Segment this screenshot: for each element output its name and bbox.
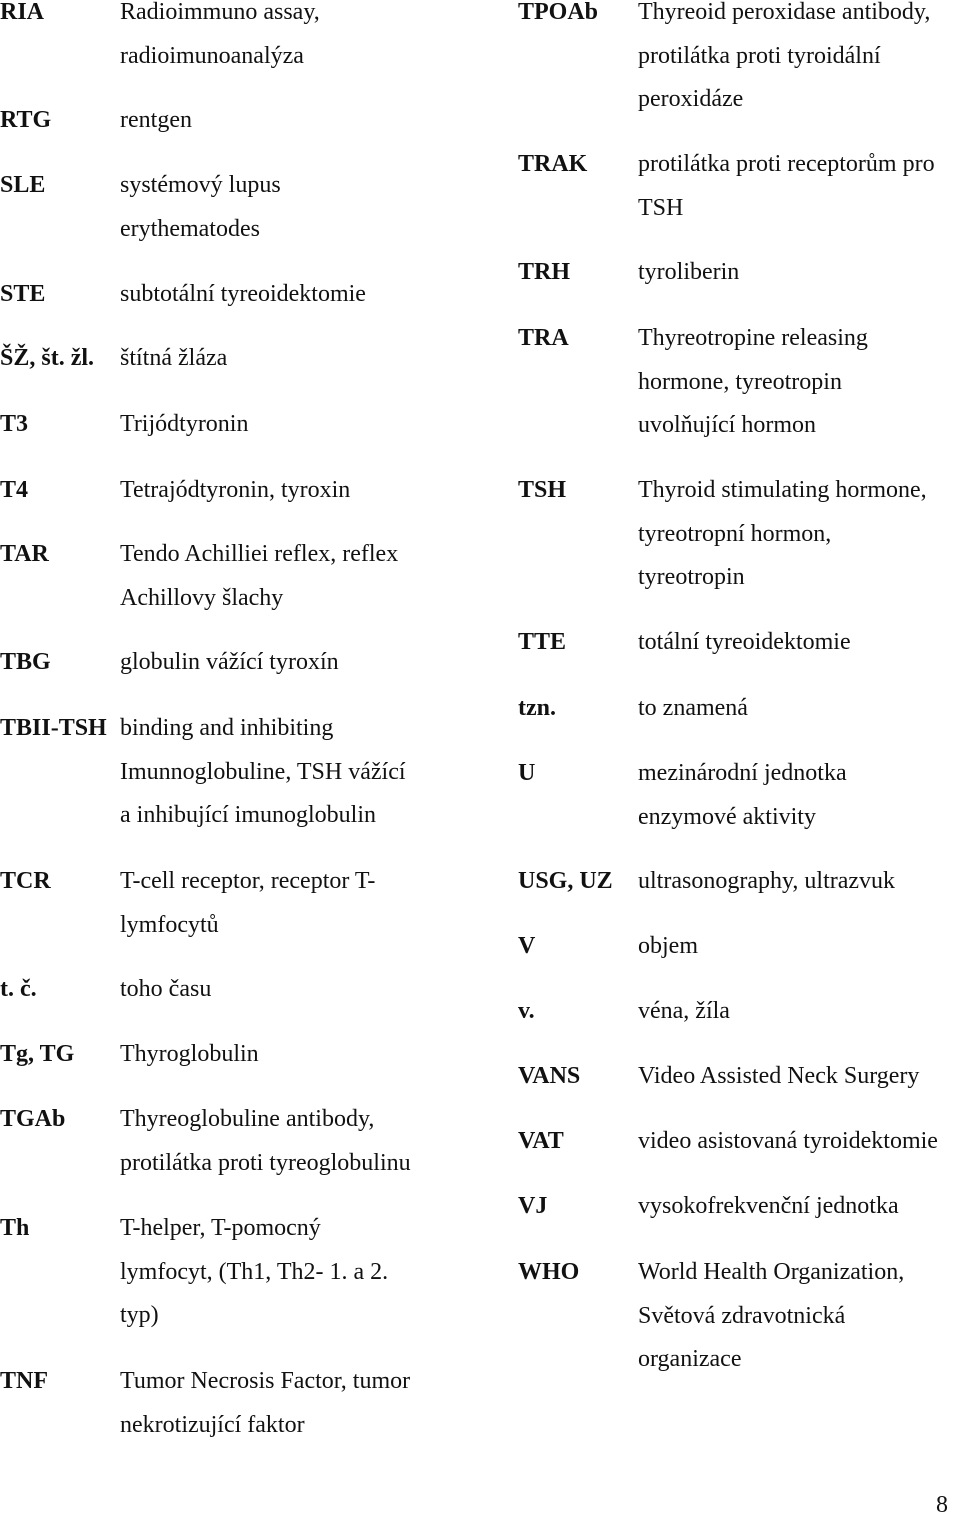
definition-tpoab-line-1: Thyreoid peroxidase antibody,: [638, 0, 931, 25]
definition-trh-line-1: tyroliberin: [638, 259, 740, 285]
abbreviation-ria: RIA: [0, 0, 45, 25]
definition-rtg-line-1: rentgen: [120, 107, 192, 133]
abbreviation-sz-st-zl: ŠŽ, št. žl.: [0, 345, 95, 371]
abbreviation-tte: TTE: [518, 629, 567, 655]
abbreviation-tcr: TCR: [0, 868, 51, 894]
abbreviation-who: WHO: [518, 1259, 580, 1285]
abbreviation-usg-uz: USG, UZ: [518, 868, 613, 894]
abbreviation-vj: VJ: [518, 1193, 548, 1219]
definition-tra-line-3: uvolňující hormon: [638, 412, 816, 438]
definition-tcr-line-1: T-cell receptor, receptor T-: [120, 868, 376, 894]
abbreviation-th: Th: [0, 1215, 30, 1241]
abbreviation-tbii-tsh: TBII-TSH: [0, 715, 107, 741]
abbreviation-tgab: TGAb: [0, 1106, 66, 1132]
definition-t3-line-1: Trijódtyronin: [120, 411, 249, 437]
abbreviation-rtg: RTG: [0, 107, 52, 133]
definition-tsh-line-2: tyreotropní hormon,: [638, 520, 832, 547]
abbreviation-tnf: TNF: [0, 1368, 48, 1394]
definition-v-line-1: objem: [638, 933, 698, 959]
definition-tzn-line-1: to znamená: [638, 695, 748, 721]
definition-tpoab-line-3: peroxidáze: [638, 86, 744, 112]
definition-tpoab-line-2: protilátka proti tyroidální: [638, 42, 881, 69]
definition-vans-line-1: Video Assisted Neck Surgery: [638, 1063, 920, 1089]
definition-tg-tg-line-1: Thyroglobulin: [120, 1041, 259, 1067]
definition-usg-uz-line-1: ultrasonography, ultrazvuk: [638, 868, 896, 894]
abbreviation-sle: SLE: [0, 172, 46, 198]
definition-tnf-line-1: Tumor Necrosis Factor, tumor: [120, 1368, 411, 1394]
definition-who-line-2: Světová zdravotnická: [638, 1302, 846, 1329]
definition-tbii-tsh-line-2: Imunnoglobuline, TSH vážící: [120, 758, 406, 785]
definition-t-c-line-1: toho času: [120, 976, 212, 1002]
definition-th-line-1: T-helper, T-pomocný: [120, 1215, 321, 1241]
definition-trak-line-1: protilátka proti receptorům pro: [638, 151, 935, 177]
definition-tar-line-2: Achillovy šlachy: [120, 584, 284, 611]
abbreviation-t3: T3: [0, 411, 29, 437]
abbreviation-vat: VAT: [518, 1128, 564, 1154]
definition-th-line-2: lymfocyt, (Th1, Th2- 1. a 2.: [120, 1258, 389, 1285]
definition-tbii-tsh-line-3: a inhibující imunoglobulin: [120, 802, 376, 828]
abbreviation-tpoab: TPOAb: [518, 0, 599, 25]
abbreviation-tar: TAR: [0, 541, 49, 567]
abbreviation-trak: TRAK: [518, 151, 588, 177]
definition-tte-line-1: totální tyreoidektomie: [638, 629, 851, 655]
definition-tsh-line-3: tyreotropin: [638, 564, 745, 590]
abbreviation-v: v.: [518, 998, 535, 1024]
definition-tgab-line-2: protilátka proti tyreoglobulinu: [120, 1149, 411, 1176]
definition-who-line-1: World Health Organization,: [638, 1259, 905, 1285]
definition-sle-line-1: systémový lupus: [120, 172, 281, 198]
page-number: 8: [936, 1492, 948, 1518]
definition-tnf-line-2: nekrotizující faktor: [120, 1411, 305, 1438]
definition-who-line-3: organizace: [638, 1346, 742, 1372]
abbreviation-tsh: TSH: [518, 477, 567, 503]
definition-vj-line-1: vysokofrekvenční jednotka: [638, 1193, 899, 1219]
definition-sz-st-zl-line-1: štítná žláza: [120, 345, 228, 371]
abbreviation-tg-tg: Tg, TG: [0, 1041, 75, 1067]
abbreviation-u: U: [518, 760, 536, 786]
definition-u-line-2: enzymové aktivity: [638, 803, 816, 830]
abbreviation-t4: T4: [0, 477, 29, 503]
abbreviation-tzn: tzn.: [518, 695, 556, 721]
definition-u-line-1: mezinárodní jednotka: [638, 760, 847, 786]
definition-tgab-line-1: Thyreoglobuline antibody,: [120, 1106, 375, 1132]
definition-tra-line-2: hormone, tyreotropin: [638, 368, 842, 395]
abbreviation-tbg: TBG: [0, 649, 51, 675]
abbreviation-v: V: [518, 933, 536, 959]
definition-tbii-tsh-line-1: binding and inhibiting: [120, 715, 334, 741]
definition-ste-line-1: subtotální tyreoidektomie: [120, 281, 366, 307]
definition-vat-line-1: video asistovaná tyroidektomie: [638, 1128, 938, 1154]
abbreviation-trh: TRH: [518, 259, 571, 285]
definition-tbg-line-1: globulin vážící tyroxín: [120, 649, 339, 675]
abbreviation-ste: STE: [0, 281, 46, 307]
abbreviation-vans: VANS: [518, 1063, 581, 1089]
definition-v-line-1: véna, žíla: [638, 998, 730, 1024]
definition-tra-line-1: Thyreotropine releasing: [638, 325, 868, 351]
definition-t4-line-1: Tetrajódtyronin, tyroxin: [120, 477, 351, 503]
definition-tcr-line-2: lymfocytů: [120, 911, 219, 938]
definition-ria-line-2: radioimunoanalýza: [120, 42, 304, 69]
definition-tar-line-1: Tendo Achilliei reflex, reflex: [120, 541, 399, 567]
definition-trak-line-2: TSH: [638, 194, 684, 221]
definition-tsh-line-1: Thyroid stimulating hormone,: [638, 477, 927, 503]
definition-th-line-3: typ): [120, 1302, 159, 1328]
abbreviation-tra: TRA: [518, 325, 569, 351]
abbreviation-t-c: t. č.: [0, 976, 37, 1002]
definition-ria-line-1: Radioimmuno assay,: [120, 0, 320, 25]
definition-sle-line-2: erythematodes: [120, 215, 260, 242]
